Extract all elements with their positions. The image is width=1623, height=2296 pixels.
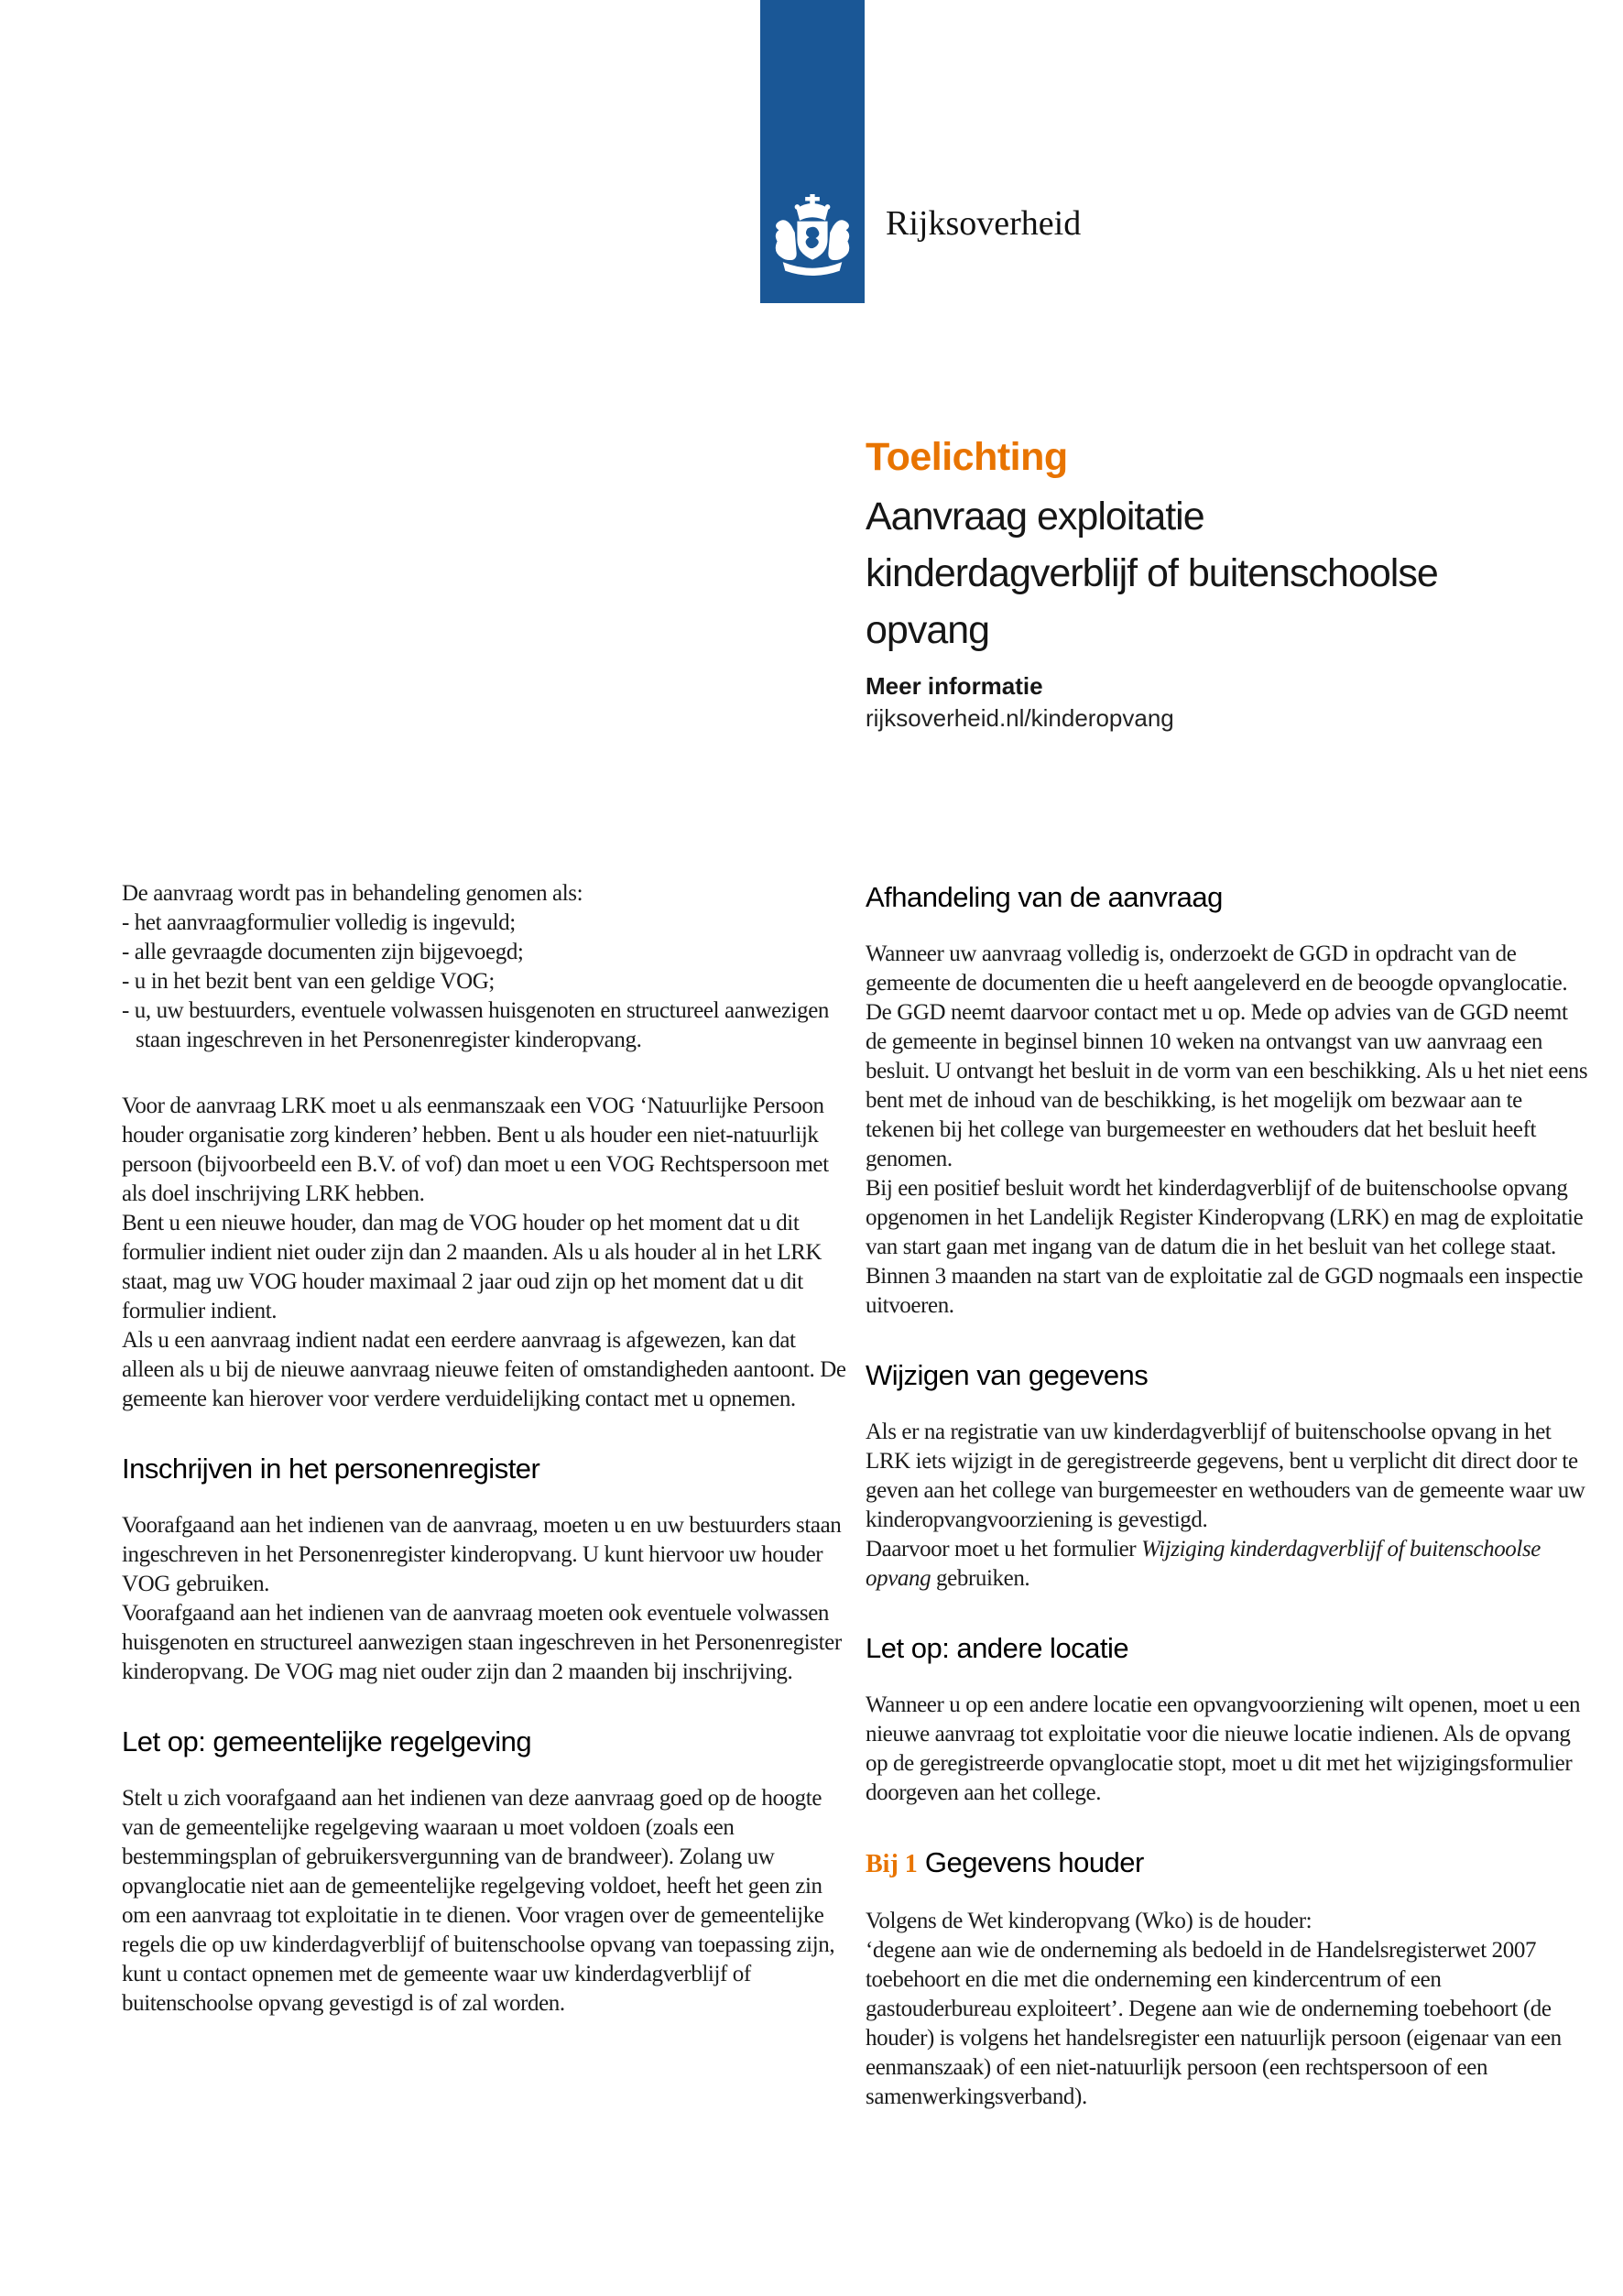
vog-paragraph (122, 1092, 847, 1414)
formulier-name-italic: Wijziging kinderdagverblijf of buitenschoolse opvang (866, 1537, 1541, 1591)
afhandeling-segment: Wanneer uw aanvraag volledig is, onderzoekt de GGD in opdracht van de gemeente de documenten die u heeft aangeleverd en de beoogde opvanglocatie. De GGD neemt daarvoor contact met u op. Mede op advies van de GGD neemt de gemeente in beginsel binnen 10 weken na ontvangst van uw aanvraag een besluit. U ontvangt het besluit in de vorm van een beschikking. Als u het niet eens bent met de inhoud van de beschikking, is het mogelijk om bezwaar aan te tekenen bij het college van burgemeester en wethouders dat het besluit heeft genomen. (866, 941, 1588, 1171)
locatie-paragraph: Wanneer u op een andere locatie een opvangvoorziening wilt openen, moet u een nieuwe aanvraag tot exploitatie voor die nieuwe locatie indienen. Als de opvang op de geregistreerde opvanglocatie stopt, moet u dit met het wijzigingsformulier doorgeven aan het college. (866, 1692, 1581, 1805)
page-title-line: kinderdagverblijf of buitenschoolse (866, 551, 1438, 595)
section-heading-regelgeving: Let op: gemeentelijke regelgeving (122, 1725, 532, 1757)
intro-bullet: - het aanvraagformulier volledig is ingevuld; (122, 910, 516, 935)
bij1-title: Gegevens houder (924, 1846, 1144, 1878)
right-column (866, 879, 1591, 2149)
section-heading-locatie: Let op: andere locatie (866, 1632, 1129, 1664)
page-title-line: Aanvraag exploitatie (866, 495, 1204, 539)
vog-paragraph-segment: Voor de aanvraag LRK moet u als eenmanszaak een VOG ‘Natuurlijke Persoon houder organisatie zorg kinderen’ hebben. Bent u als houder een niet-natuurlijk persoon (bijvoorbeeld een B.V. of vof) dan moet u een VOG Rechtspersoon met als doel inschrijving LRK hebben. (122, 1094, 829, 1206)
wijzigen-segment: Als er na registratie van uw kinderdagverblijf of buitenschoolse opvang in het LRK iets wijzigt in de geregistreerde gegevens, bent u verplicht dit direct door te geven aan het college van burgemeester en wethouders van de gemeente waar uw kinderopvangvoorziening is gevestigd. (866, 1420, 1585, 1532)
section-heading-afhandeling: Afhandeling van de aanvraag (866, 881, 1223, 913)
personenregister-segment: Voorafgaand aan het indienen van de aanvraag, moeten u en uw bestuurders staan ingeschreven in het Personenregister kinderopvang. U kunt hiervoor uw houder VOG gebruiken. (122, 1513, 842, 1596)
page-title-line: opvang (866, 608, 990, 652)
wijzigen-text-before: Daarvoor moet u het formulier (866, 1537, 1142, 1561)
wijzigen-paragraph (866, 1418, 1591, 1594)
more-info-heading: Meer informatie (866, 672, 1043, 700)
afhandeling-segment: Bij een positief besluit wordt het kinderdagverblijf of de buitenschoolse opvang opgenomen in het Landelijk Register Kinderopvang (LRK) en mag de exploitatie van start gaan met ingang van de datum die in het besluit van het college staat. Binnen 3 maanden na start van de exploitatie zal de GGD nogmaals een inspectie uitvoeren. (866, 1176, 1584, 1318)
houder-segment: Volgens de Wet kinderopvang (Wko) is de houder: (866, 1909, 1313, 1933)
personenregister-segment: Voorafgaand aan het indienen van de aanvraag moeten ook eventuele volwassen huisgenoten en structureel aanwezigen staan ingeschreven in het Personenregister kinderopvang. De VOG mag niet ouder zijn dan 2 maanden bij inschrijving. (122, 1601, 842, 1684)
intro-bullet: - u, uw bestuurders, eventuele volwassen huisgenoten en structureel aanwezigen staan ingeschreven in het Personenregister kinderopvang. (122, 998, 829, 1052)
regelgeving-paragraph: Stelt u zich voorafgaand aan het indienen van deze aanvraag goed op de hoogte van de gemeentelijke regelgeving waaraan u moet voldoen (zoals een bestemmingsplan of gebruikersvergunning van de brandweer). Zolang uw opvanglocatie niet aan de gemeentelijke regelgeving voldoet, heeft het geen zin om een aanvraag tot exploitatie in te dienen. Voor vragen over de gemeentelijke regels die op uw kinderdagverblijf of buitenschoolse opvang van toepassing zijn, kunt u contact opnemen met de gemeente waar uw kinderdagverblijf of buitenschoolse opvang gevestigd is of zal worden. (122, 1786, 835, 2016)
afhandeling-paragraph (866, 940, 1591, 1321)
rijksoverheid-crest-icon (772, 194, 853, 282)
wijzigen-text-after: gebruiken. (931, 1566, 1030, 1591)
personenregister-paragraph (122, 1511, 847, 1687)
bij1-label: Bij 1 (866, 1850, 918, 1878)
section-heading-personenregister: Inschrijven in het personenregister (122, 1453, 540, 1485)
page-title (866, 488, 1607, 658)
intro-paragraph (122, 879, 847, 1055)
wijzigen-segment-formulier (866, 1535, 1591, 1594)
more-info-url: rijksoverheid.nl/kinderopvang (866, 704, 1174, 732)
logo-banner (760, 0, 865, 303)
section-heading-bij1 (866, 1844, 1591, 1883)
intro-bullet: - u in het bezit bent van een geldige VOG; (122, 969, 495, 994)
intro-lead: De aanvraag wordt pas in behandeling genomen als: (122, 881, 583, 906)
left-column (122, 879, 847, 2055)
section-heading-wijzigen: Wijzigen van gegevens (866, 1359, 1149, 1391)
vog-paragraph-segment: Bent u een nieuwe houder, dan mag de VOG houder op het moment dat u dit formulier indient niet ouder zijn dan 2 maanden. Als u als houder al in het LRK staat, mag uw VOG houder maximaal 2 jaar oud zijn op het moment dat u dit formulier indient. (122, 1211, 822, 1323)
houder-segment: ‘degene aan wie de onderneming als bedoeld in de Handelsregisterwet 2007 toebehoort en die met die onderneming een kindercentrum of een gastouderbureau exploiteert’. Degene aan wie de onderneming toebehoort (de houder) is volgens het handelsregister een natuurlijk persoon (eigenaar van een eenmanszaak) of een niet-natuurlijk persoon (een rechtspersoon of een samenwerkingsverband). (866, 1938, 1562, 2109)
doc-type-label: Toelichting (866, 435, 1068, 479)
houder-paragraph (866, 1907, 1591, 2112)
vog-paragraph-segment: Als u een aanvraag indient nadat een eerdere aanvraag is afgewezen, kan dat alleen als u bij de nieuwe aanvraag nieuwe feiten of omstandigheden aantoont. De gemeente kan hierover voor verdere verduidelijking contact met u opnemen. (122, 1328, 846, 1411)
logo-wordmark: Rijksoverheid (886, 204, 1082, 243)
intro-bullet: - alle gevraagde documenten zijn bijgevoegd; (122, 940, 524, 964)
